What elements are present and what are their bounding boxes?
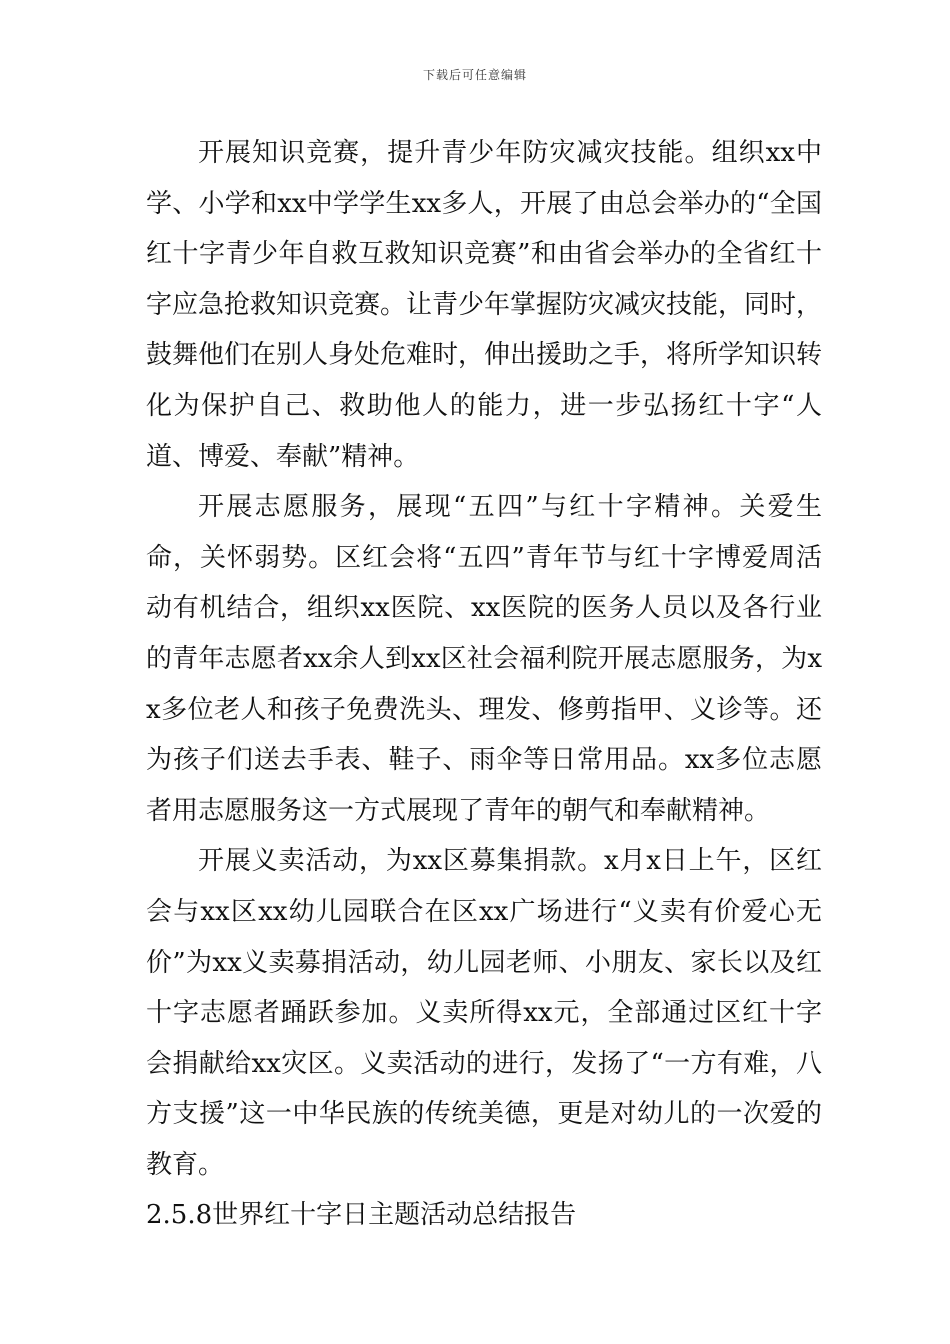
paragraph-charity-sale: 开展义卖活动，为xx区募集捐款。x月x日上午，区红会与xx区xx幼儿园联合在区xx广场进行“义卖有价爱心无价”为xx义卖募捐活动，幼儿园老师、小朋友、家长以及红十字志愿者踊跃参加。义卖所得xx元，全部通过区红十字会捐献给xx灾区。义卖活动的进行，发扬了“一方有难，八方支援”这一中华民族的传统美德，更是对幼儿的一次爱的教育。	[146, 846, 822, 1180]
document-body	[146, 128, 822, 1241]
paragraph-knowledge-contest: 开展知识竞赛，提升青少年防灾减灾技能。组织xx中学、小学和xx中学学生xx多人，开展了由总会举办的“全国红十字青少年自救互救知识竞赛”和由省会举办的全省红十字应急抢救知识竞赛。让青少年掌握防灾减灾技能，同时，鼓舞他们在别人身处危难时，伸出援助之手，将所学知识转化为保护自己、救助他人的能力，进一步弘扬红十字“人道、博爱、奉献”精神。	[146, 138, 823, 472]
paragraph-volunteer-service: 开展志愿服务，展现“五四”与红十字精神。关爱生命，关怀弱势。区红会将“五四”青年节与红十字博爱周活动有机结合，组织xx医院、xx医院的医务人员以及各行业的青年志愿者xx余人到xx区社会福利院开展志愿服务，为xx多位老人和孩子免费洗头、理发、修剪指甲、义诊等。还为孩子们送去手表、鞋子、雨伞等日常用品。xx多位志愿者用志愿服务这一方式展现了青年的朝气和奉献精神。	[146, 492, 822, 826]
header-note: 下载后可任意编辑	[422, 68, 527, 82]
section-heading: 2.5.8世界红十字日主题活动总结报告	[146, 1200, 577, 1231]
